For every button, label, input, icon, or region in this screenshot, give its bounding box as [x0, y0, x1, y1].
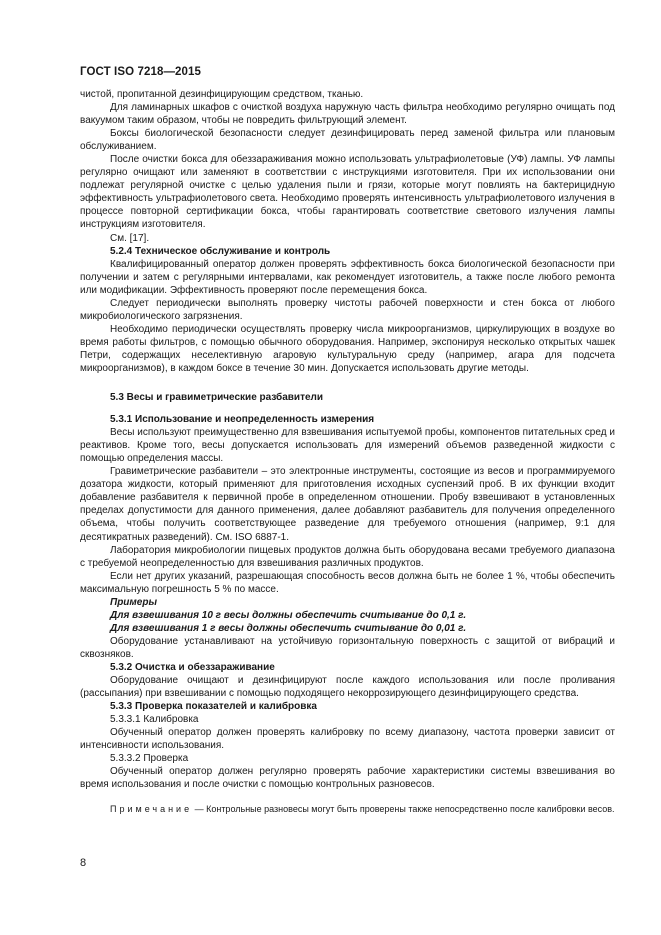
subsection-heading: 5.3.3.1 Калибровка [110, 714, 199, 726]
document-header: ГОСТ ISO 7218—2015 [80, 66, 202, 78]
paragraph: См. [17]. [110, 232, 150, 244]
paragraph: Если нет других указаний, разрешающая способность весов должна быть не более 1 %, чтобы обеспечить максимальную погрешность 5 % по массе. [80, 570, 615, 595]
paragraph: чистой, пропитанной дезинфицирующим средством, тканью. [80, 89, 364, 100]
paragraph: Боксы биологической безопасности следует дезинфицировать перед заменой фильтра или плановым обслуживанием. [80, 128, 615, 153]
paragraph: Для ламинарных шкафов с очисткой воздуха наружную часть фильтра необходимо регулярно очищать под вакуумом таким образом, чтобы не повредить фильтрующий элемент. [80, 102, 615, 127]
page-number: 8 [80, 857, 87, 869]
note [80, 803, 615, 815]
paragraph: Обученный оператор должен регулярно проверять рабочие характеристики системы взвешивания во время использования и после очистки с помощью контрольных разновесов. [80, 766, 615, 791]
paragraph: Весы используют преимущественно для взвешивания испытуемой пробы, компонентов питательных сред и реактивов. Кроме того, весы допускается использовать для измерений объемов разведенной жидкости с помощью определения массы. [80, 427, 615, 465]
paragraph: Лаборатория микробиологии пищевых продуктов должна быть оборудована весами требуемого диапазона с требуемой неопределенностью для взвешивания различных продуктов. [80, 544, 615, 569]
section-heading: 5.3 Весы и гравиметрические разбавители [110, 392, 324, 404]
document-body [80, 88, 615, 815]
paragraph: Необходимо периодически осуществлять проверку числа микроорганизмов, циркулирующих в воздухе во время работы фильтров, с помощью обычного оборудования. Например, экспонируя несколько открытых чашек Петри, содержащих неселективную агаровую культуральную среду (например, агара для подсчета микроорганизмов), в каждом боксе в течение 30 мин. Допускается использовать другие методы. [80, 323, 615, 374]
paragraph: После очистки бокса для обеззараживания можно использовать ультрафиолетовые (УФ) лампы. УФ лампы регулярно очищают или заменяют в соответствии с инструкциями изготовителя. При их использовании они подлежат регулярной очистке с целью удаления пыли и грязи, которые могут повлиять на бактерицидную эффективность ультрафиолетового света. Необходимо проверять интенсивность ультрафиолетового излучения в процессе повторной сертификации бокса, чтобы гарантировать соответствие светового излучения лампы инструкциям изготовителя. [80, 154, 615, 231]
note-label: Примечание [110, 804, 193, 815]
note-text: — Контрольные разновесы могут быть проверены также непосредственно после калибровки весов. [192, 804, 615, 815]
section-heading: 5.3.3 Проверка показателей и калибровка [110, 701, 317, 713]
paragraph: Гравиметрические разбавители – это электронные инструменты, состоящие из весов и программируемого дозатора жидкости, который применяют для приготовления исходных суспензий проб. В их функции входит добавление разбавителя к первичной пробе в определенном отношении. Пробу взвешивают в установленных пределах допустимости для данного применения, далее добавляют разбавитель для получения определенного объема, чтобы получить соответствующее разведение для требуемого отношения (например, 9:1 для десятикратных разведений). См. ISO 6887-1. [80, 466, 615, 543]
paragraph: Квалифицированный оператор должен проверять эффективность бокса биологической безопасности при получении и затем с регулярными интервалами, как рекомендует изготовитель, а также после любого ремонта или модификации. Эффективность проверяют после перемещения бокса. [80, 258, 615, 296]
section-heading: 5.2.4 Техническое обслуживание и контроль [110, 245, 331, 257]
example-item: Для взвешивания 10 г весы должны обеспечить считывание до 0,1 г. [110, 609, 467, 621]
section-heading: 5.3.2 Очистка и обеззараживание [110, 661, 275, 673]
example-item: Для взвешивания 1 г весы должны обеспечить считывание до 0,01 г. [110, 622, 467, 634]
paragraph: Обученный оператор должен проверять калибровку по всему диапазону, частота проверки зависит от интенсивности использования. [80, 727, 615, 752]
paragraph: Оборудование очищают и дезинфицируют после каждого использования или после проливания (рассыпания) при взвешивании с помощью подходящего некоррозирующего дезинфицирующего средства. [80, 675, 615, 700]
paragraph: Оборудование устанавливают на устойчивую горизонтальную поверхность с защитой от вибраций и сквозняков. [80, 635, 615, 660]
paragraph: Следует периодически выполнять проверку чистоты рабочей поверхности и стен бокса от любого микробиологического загрязнения. [80, 297, 615, 322]
subsection-heading: 5.3.3.2 Проверка [110, 753, 189, 765]
examples-title: Примеры [110, 596, 158, 608]
section-heading: 5.3.1 Использование и неопределенность измерения [110, 414, 375, 426]
